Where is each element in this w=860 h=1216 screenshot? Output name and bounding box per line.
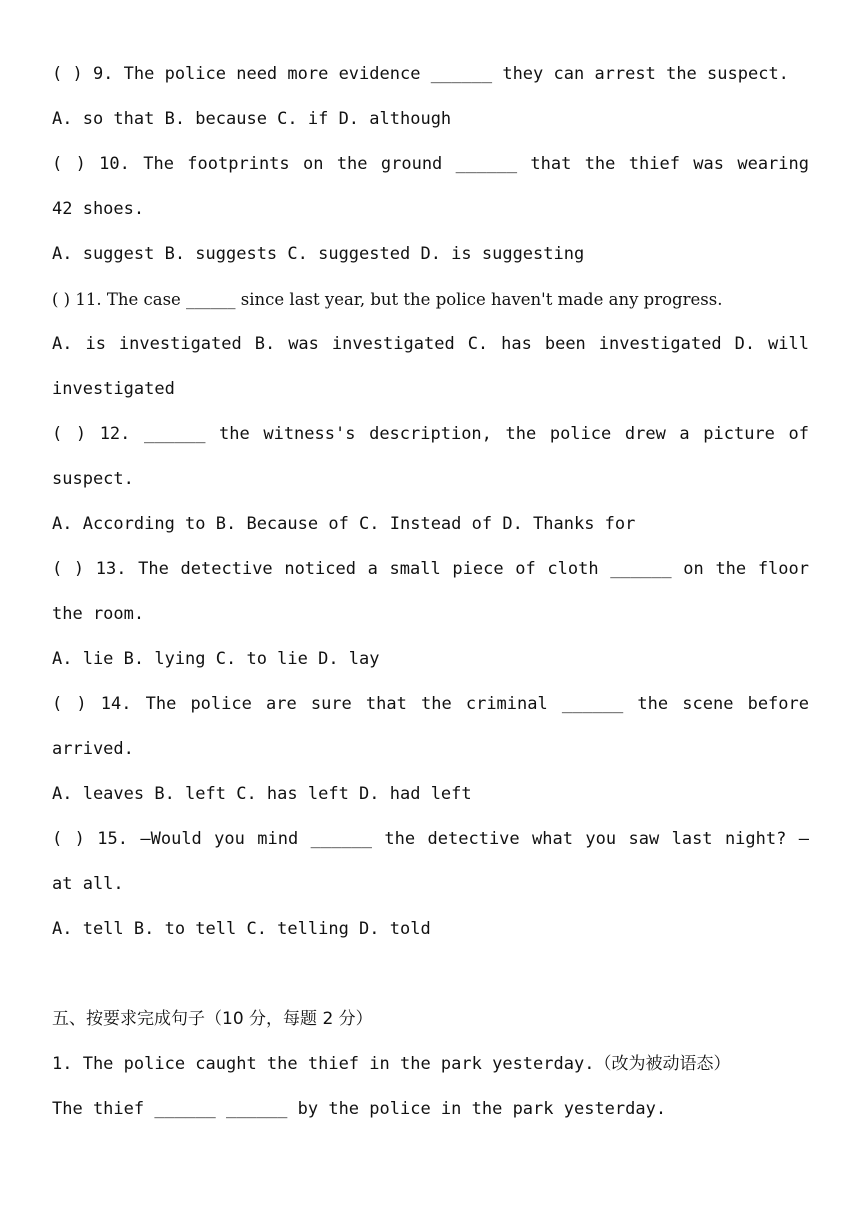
question-14 bbox=[52, 682, 809, 817]
question-12-options: A. According to B. Because of C. Instead of D. Thanks for bbox=[52, 514, 636, 534]
section-5-heading: 五、按要求完成句子（10 分，每题 2 分） bbox=[52, 1009, 373, 1029]
question-11 bbox=[52, 277, 809, 412]
section-5 bbox=[52, 997, 809, 1132]
question-13-stem-line-1: ( ) 13. The detective noticed a small piece of cloth ______ on the floor bbox=[52, 559, 809, 579]
question-15-options: A. tell B. to tell C. telling D. told bbox=[52, 919, 431, 939]
question-10 bbox=[52, 142, 809, 277]
question-12-stem-line-2: suspect. bbox=[52, 469, 134, 489]
question-15 bbox=[52, 817, 809, 952]
question-9-stem: ( ) 9. The police need more evidence ______ they can arrest the suspect. bbox=[52, 64, 789, 84]
question-14-options: A. leaves B. left C. has left D. had left bbox=[52, 784, 472, 804]
question-13-stem-line-2: the room. bbox=[52, 604, 145, 624]
question-15-stem-line-1: ( ) 15. —Would you mind ______ the detective what you saw last night? — bbox=[52, 829, 809, 849]
question-11-options-line-1: A. is investigated B. was investigated C. has been investigated D. will bbox=[52, 334, 809, 354]
section-5-question-1-answer: The thief ______ ______ by the police in the park yesterday. bbox=[52, 1099, 667, 1119]
question-14-stem-line-1: ( ) 14. The police are sure that the criminal ______ the scene before bbox=[52, 694, 809, 714]
question-12-stem-line-1: ( ) 12. ______ the witness's description, the police drew a picture of bbox=[52, 424, 809, 444]
section-5-question-1: 1. The police caught the thief in the park yesterday.（改为被动语态） bbox=[52, 1054, 731, 1074]
question-10-stem-line-2: 42 shoes. bbox=[52, 199, 145, 219]
section-spacer bbox=[52, 952, 809, 997]
question-13-options: A. lie B. lying C. to lie D. lay bbox=[52, 649, 380, 669]
question-14-stem-line-2: arrived. bbox=[52, 739, 134, 759]
question-9-options: A. so that B. because C. if D. although bbox=[52, 109, 452, 129]
question-12 bbox=[52, 412, 809, 547]
question-15-stem-line-2: at all. bbox=[52, 874, 124, 894]
question-11-stem: ( ) 11. The case ______ since last year, but the police haven't made any progress. bbox=[52, 290, 723, 309]
question-13 bbox=[52, 547, 809, 682]
question-11-options-line-2: investigated bbox=[52, 379, 175, 399]
question-10-options: A. suggest B. suggests C. suggested D. is suggesting bbox=[52, 244, 585, 264]
question-9 bbox=[52, 52, 809, 142]
exam-page bbox=[52, 52, 809, 1132]
question-10-stem-line-1: ( ) 10. The footprints on the ground ______ that the thief was wearing bbox=[52, 154, 809, 174]
